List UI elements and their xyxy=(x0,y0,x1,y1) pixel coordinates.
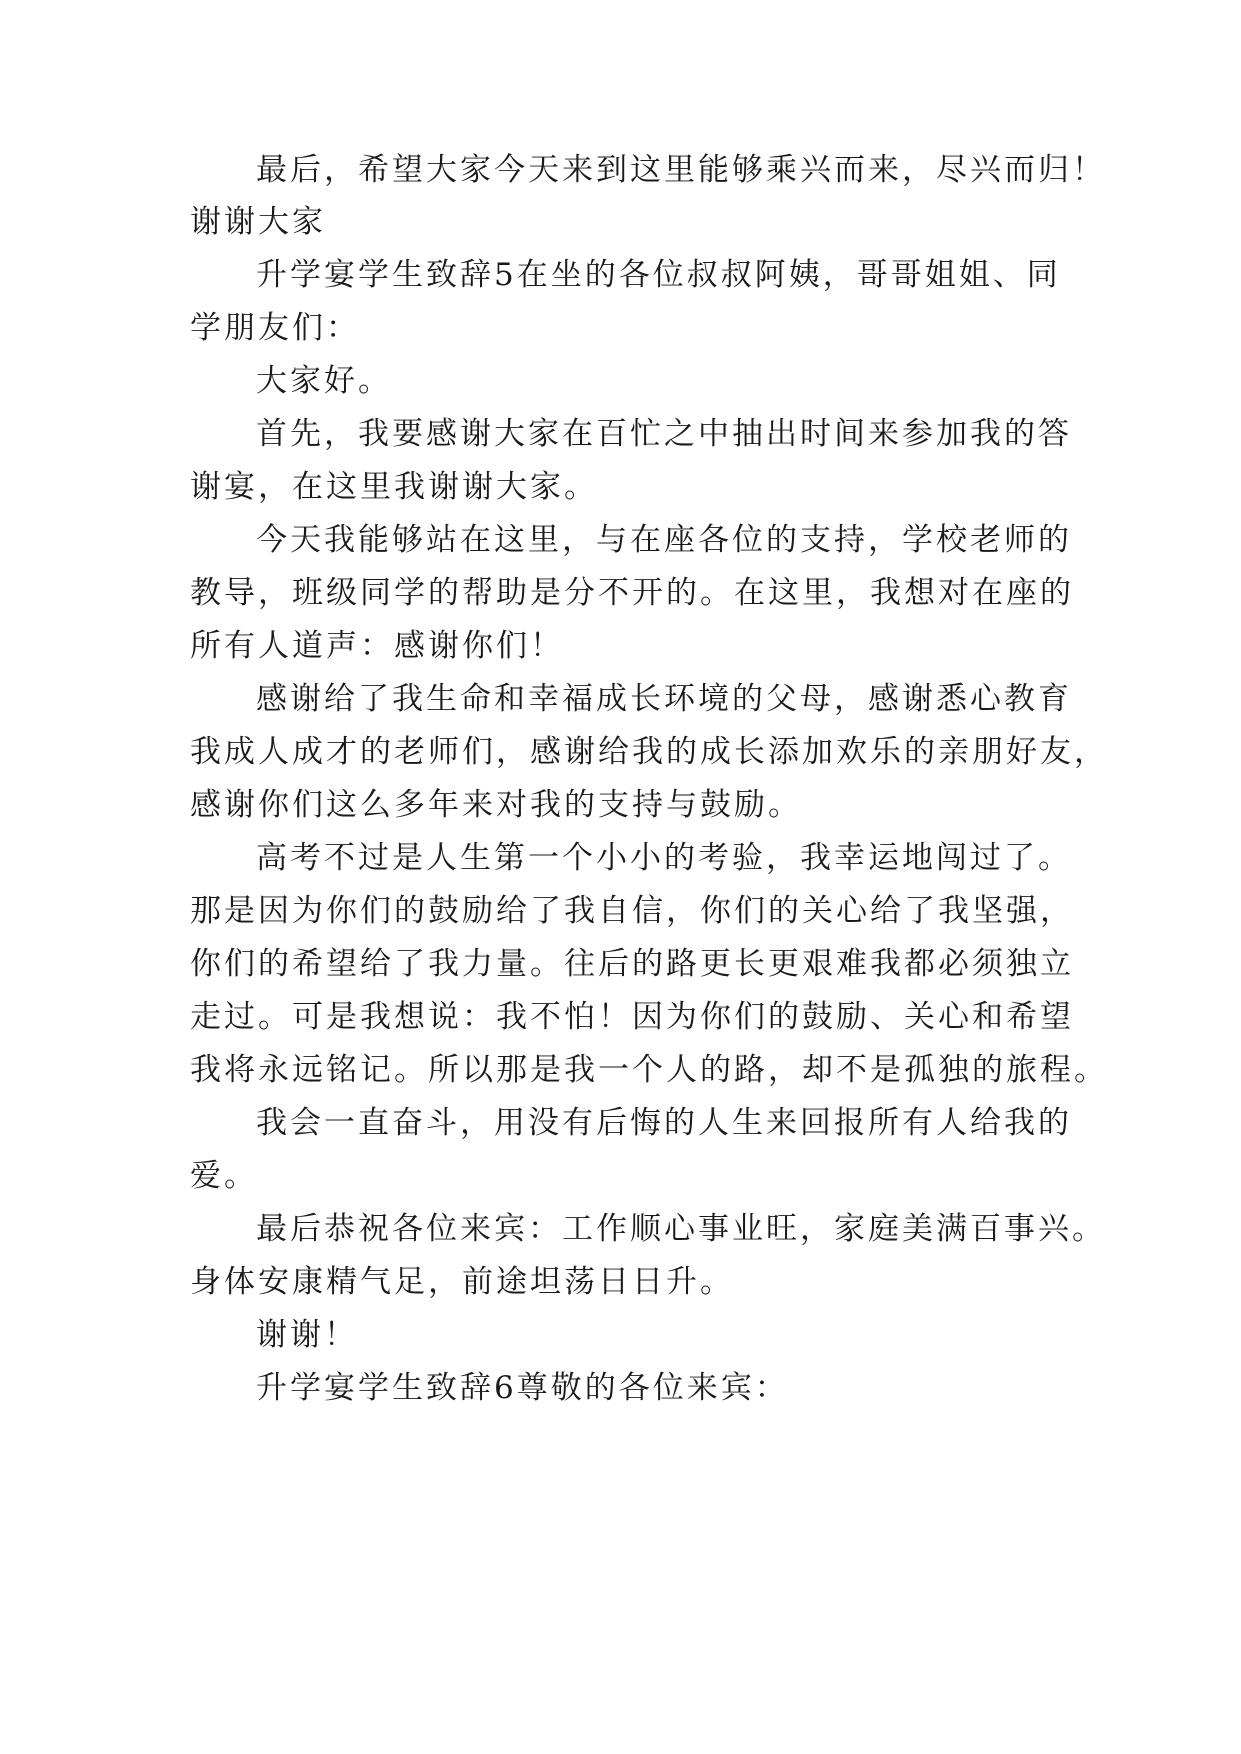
text-line: 谢谢大家 xyxy=(190,204,326,240)
text-line: 走过。可是我想说：我不怕！因为你们的鼓励、关心和希望 xyxy=(190,999,1074,1035)
text-line: 最后，希望大家今天来到这里能够乘兴而来，尽兴而归！ xyxy=(256,152,1106,188)
text-line: 感谢给了我生命和幸福成长环境的父母，感谢悉心教育 xyxy=(256,681,1072,717)
text-line: 最后恭祝各位来宾：工作顺心事业旺，家庭美满百事兴。 xyxy=(256,1211,1106,1247)
text-line: 升学宴学生致辞6尊敬的各位来宾： xyxy=(256,1370,789,1406)
text-line: 高考不过是人生第一个小小的考验，我幸运地闯过了。 xyxy=(256,840,1072,876)
text-line: 谢宴，在这里我谢谢大家。 xyxy=(190,469,598,505)
text-line: 那是因为你们的鼓励给了我自信，你们的关心给了我坚强， xyxy=(190,893,1074,929)
text-line: 身体安康精气足，前途坦荡日日升。 xyxy=(190,1264,734,1300)
text-line: 你们的希望给了我力量。往后的路更长更艰难我都必须独立 xyxy=(190,946,1074,982)
text-line: 我成人成才的老师们，感谢给我的成长添加欢乐的亲朋好友， xyxy=(190,734,1108,770)
text-line: 大家好。 xyxy=(256,363,392,399)
text-line: 我会一直奋斗，用没有后悔的人生来回报所有人给我的 xyxy=(256,1105,1072,1141)
text-line: 爱。 xyxy=(190,1158,258,1194)
text-line: 今天我能够站在这里，与在座各位的支持，学校老师的 xyxy=(256,522,1072,558)
text-line: 谢谢！ xyxy=(256,1317,358,1353)
text-line: 升学宴学生致辞5在坐的各位叔叔阿姨，哥哥姐姐、同 xyxy=(256,257,1061,293)
text-line: 所有人道声：感谢你们！ xyxy=(190,628,564,664)
text-line: 首先，我要感谢大家在百忙之中抽出时间来参加我的答 xyxy=(256,416,1072,452)
text-line: 教导，班级同学的帮助是分不开的。在这里，我想对在座的 xyxy=(190,575,1074,611)
text-line: 我将永远铭记。所以那是我一个人的路，却不是孤独的旅程。 xyxy=(190,1052,1108,1088)
text-line: 感谢你们这么多年来对我的支持与鼓励。 xyxy=(190,787,802,823)
text-line: 学朋友们： xyxy=(190,310,360,346)
